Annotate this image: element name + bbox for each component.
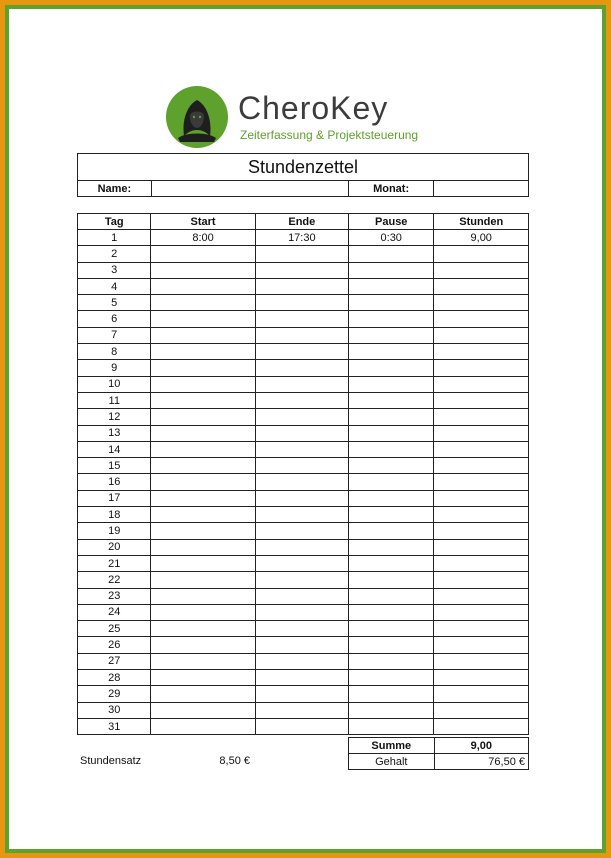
native-portrait-icon <box>166 86 228 148</box>
cell-ende[interactable] <box>255 246 348 262</box>
cell-stunden[interactable] <box>434 572 529 588</box>
cell-stunden[interactable] <box>434 392 529 408</box>
cell-tag: 9 <box>78 360 151 376</box>
cell-tag: 6 <box>78 311 151 327</box>
cell-tag: 3 <box>78 262 151 278</box>
cell-tag: 24 <box>78 604 151 620</box>
cell-stunden[interactable] <box>434 670 529 686</box>
cell-start[interactable] <box>151 327 255 343</box>
cell-stunden[interactable] <box>434 621 529 637</box>
cell-stunden[interactable] <box>434 702 529 718</box>
cell-tag: 12 <box>78 409 151 425</box>
cell-pause[interactable] <box>349 278 434 294</box>
table-row <box>78 441 529 457</box>
cell-start[interactable] <box>151 392 255 408</box>
cell-stunden[interactable] <box>434 344 529 360</box>
cell-start[interactable] <box>151 572 255 588</box>
cell-tag: 16 <box>78 474 151 490</box>
cell-ende[interactable] <box>255 344 348 360</box>
cell-pause[interactable] <box>349 653 434 669</box>
cell-tag: 5 <box>78 295 151 311</box>
cell-tag: 4 <box>78 278 151 294</box>
cell-stunden[interactable] <box>434 555 529 571</box>
table-row <box>78 490 529 506</box>
cell-ende[interactable] <box>255 572 348 588</box>
cell-start[interactable] <box>151 523 255 539</box>
table-row <box>78 507 529 523</box>
cell-pause[interactable] <box>349 572 434 588</box>
cell-pause[interactable] <box>349 637 434 653</box>
cell-start[interactable] <box>151 295 255 311</box>
cell-stunden[interactable] <box>434 409 529 425</box>
cell-tag: 10 <box>78 376 151 392</box>
brand-name: CheroKey <box>238 90 389 126</box>
cell-pause[interactable] <box>349 425 434 441</box>
cell-tag: 22 <box>78 572 151 588</box>
cell-pause[interactable] <box>349 262 434 278</box>
cell-pause[interactable] <box>349 702 434 718</box>
cell-tag: 31 <box>78 718 151 734</box>
cell-start[interactable] <box>151 621 255 637</box>
cell-tag: 18 <box>78 507 151 523</box>
cell-ende[interactable] <box>255 409 348 425</box>
cell-tag: 8 <box>78 344 151 360</box>
cell-ende[interactable] <box>255 718 348 734</box>
cell-start[interactable] <box>151 311 255 327</box>
cell-pause[interactable] <box>349 344 434 360</box>
cell-start[interactable] <box>151 262 255 278</box>
table-row <box>78 230 529 246</box>
cell-pause[interactable] <box>349 441 434 457</box>
cell-tag: 19 <box>78 523 151 539</box>
cell-stunden[interactable] <box>434 588 529 604</box>
cell-pause[interactable] <box>349 588 434 604</box>
cell-pause[interactable] <box>349 621 434 637</box>
cell-ende[interactable] <box>255 458 348 474</box>
cell-stunden[interactable] <box>434 653 529 669</box>
cell-ende[interactable] <box>255 555 348 571</box>
cell-tag: 26 <box>78 637 151 653</box>
cell-ende[interactable] <box>255 474 348 490</box>
cell-ende[interactable] <box>255 621 348 637</box>
table-row <box>78 425 529 441</box>
cell-pause[interactable] <box>349 539 434 555</box>
cell-ende[interactable] <box>255 262 348 278</box>
cell-tag: 30 <box>78 702 151 718</box>
cell-stunden[interactable] <box>434 686 529 702</box>
cell-tag: 29 <box>78 686 151 702</box>
cell-tag: 23 <box>78 588 151 604</box>
cell-pause[interactable] <box>349 295 434 311</box>
cell-stunden[interactable] <box>434 539 529 555</box>
cell-tag: 11 <box>78 392 151 408</box>
cell-stunden[interactable] <box>434 327 529 343</box>
cell-stunden[interactable] <box>434 718 529 734</box>
cell-stunden[interactable] <box>434 490 529 506</box>
table-row <box>78 474 529 490</box>
cell-start[interactable] <box>151 604 255 620</box>
table-row <box>78 344 529 360</box>
cell-stunden[interactable] <box>434 295 529 311</box>
cell-tag: 2 <box>78 246 151 262</box>
cell-pause[interactable] <box>349 474 434 490</box>
cell-ende[interactable] <box>255 360 348 376</box>
page-title: Stundenzettel <box>78 154 529 181</box>
table-row <box>78 653 529 669</box>
table-row <box>78 262 529 278</box>
cell-stunden[interactable]: 9,00 <box>434 230 529 246</box>
cell-ende[interactable] <box>255 686 348 702</box>
cell-stunden[interactable] <box>434 458 529 474</box>
cell-start[interactable] <box>151 376 255 392</box>
table-row <box>78 278 529 294</box>
cell-start[interactable]: 8:00 <box>151 230 255 246</box>
brand-tagline: Zeiterfassung & Projektsteuerung <box>240 128 419 142</box>
cell-ende[interactable] <box>255 441 348 457</box>
hours-table-header <box>78 214 529 230</box>
name-field[interactable] <box>151 181 348 197</box>
cell-ende[interactable] <box>255 702 348 718</box>
cell-ende[interactable] <box>255 523 348 539</box>
cell-ende[interactable] <box>255 588 348 604</box>
cell-pause[interactable] <box>349 718 434 734</box>
cell-start[interactable] <box>151 441 255 457</box>
cell-start[interactable] <box>151 555 255 571</box>
table-row <box>78 327 529 343</box>
cell-start[interactable] <box>151 490 255 506</box>
header-stunden: Stunden <box>434 214 529 230</box>
cell-start[interactable] <box>151 246 255 262</box>
cell-pause[interactable] <box>349 670 434 686</box>
cell-stunden[interactable] <box>434 425 529 441</box>
month-field[interactable] <box>434 181 529 197</box>
cell-pause[interactable] <box>349 555 434 571</box>
cell-ende[interactable] <box>255 425 348 441</box>
cell-tag: 20 <box>78 539 151 555</box>
table-row <box>78 295 529 311</box>
cell-pause[interactable] <box>349 327 434 343</box>
cell-tag: 21 <box>78 555 151 571</box>
cell-stunden[interactable] <box>434 507 529 523</box>
cell-stunden[interactable] <box>434 376 529 392</box>
sum-label: Summe <box>349 738 435 754</box>
cell-start[interactable] <box>151 425 255 441</box>
table-row <box>78 458 529 474</box>
brand-logo <box>166 86 436 148</box>
cell-stunden[interactable] <box>434 246 529 262</box>
cell-ende[interactable] <box>255 295 348 311</box>
cell-ende[interactable] <box>255 490 348 506</box>
cell-ende[interactable] <box>255 311 348 327</box>
cell-tag: 27 <box>78 653 151 669</box>
table-row <box>78 637 529 653</box>
cell-pause[interactable] <box>349 376 434 392</box>
cell-start[interactable] <box>151 458 255 474</box>
salary-value: 76,50 € <box>434 754 528 770</box>
cell-start[interactable] <box>151 507 255 523</box>
table-row <box>78 670 529 686</box>
sum-value: 9,00 <box>434 738 528 754</box>
table-row <box>78 539 529 555</box>
cell-ende[interactable] <box>255 539 348 555</box>
cell-tag: 15 <box>78 458 151 474</box>
cell-tag: 25 <box>78 621 151 637</box>
cell-pause[interactable]: 0:30 <box>349 230 434 246</box>
table-row <box>78 604 529 620</box>
cell-start[interactable] <box>151 360 255 376</box>
cell-stunden[interactable] <box>434 311 529 327</box>
cell-stunden[interactable] <box>434 360 529 376</box>
name-label: Name: <box>78 181 152 197</box>
cell-start[interactable] <box>151 653 255 669</box>
cell-stunden[interactable] <box>434 474 529 490</box>
cell-tag: 14 <box>78 441 151 457</box>
cell-start[interactable] <box>151 670 255 686</box>
cell-pause[interactable] <box>349 409 434 425</box>
cell-pause[interactable] <box>349 490 434 506</box>
cell-ende[interactable] <box>255 376 348 392</box>
table-row <box>78 246 529 262</box>
table-row <box>78 572 529 588</box>
month-label: Monat: <box>348 181 434 197</box>
cell-pause[interactable] <box>349 360 434 376</box>
table-row <box>78 702 529 718</box>
cell-ende[interactable] <box>255 507 348 523</box>
cell-pause[interactable] <box>349 604 434 620</box>
cell-start[interactable] <box>151 718 255 734</box>
cell-tag: 28 <box>78 670 151 686</box>
cell-pause[interactable] <box>349 458 434 474</box>
header-pause: Pause <box>349 214 434 230</box>
cell-ende[interactable] <box>255 327 348 343</box>
cell-ende[interactable] <box>255 604 348 620</box>
table-row <box>78 718 529 734</box>
table-row <box>78 311 529 327</box>
cell-start[interactable] <box>151 588 255 604</box>
cell-ende[interactable] <box>255 653 348 669</box>
cell-stunden[interactable] <box>434 523 529 539</box>
cell-stunden[interactable] <box>434 637 529 653</box>
cell-ende[interactable] <box>255 278 348 294</box>
table-row <box>78 555 529 571</box>
header-ende: Ende <box>255 214 348 230</box>
cell-stunden[interactable] <box>434 262 529 278</box>
cell-start[interactable] <box>151 344 255 360</box>
table-row <box>78 686 529 702</box>
header-tag: Tag <box>78 214 151 230</box>
cell-pause[interactable] <box>349 392 434 408</box>
cell-tag: 1 <box>78 230 151 246</box>
salary-label: Gehalt <box>349 754 435 770</box>
table-row <box>78 376 529 392</box>
header-start: Start <box>151 214 255 230</box>
cell-tag: 13 <box>78 425 151 441</box>
cell-start[interactable] <box>151 686 255 702</box>
cell-ende[interactable] <box>255 637 348 653</box>
cell-stunden[interactable] <box>434 278 529 294</box>
cell-stunden[interactable] <box>434 604 529 620</box>
cell-tag: 7 <box>78 327 151 343</box>
cell-ende[interactable]: 17:30 <box>255 230 348 246</box>
rate-label: Stundensatz <box>80 755 142 767</box>
cell-pause[interactable] <box>349 507 434 523</box>
cell-pause[interactable] <box>349 311 434 327</box>
table-row <box>78 621 529 637</box>
cell-start[interactable] <box>151 278 255 294</box>
cell-ende[interactable] <box>255 670 348 686</box>
table-row <box>78 523 529 539</box>
cell-tag: 17 <box>78 490 151 506</box>
table-row <box>78 392 529 408</box>
cell-start[interactable] <box>151 409 255 425</box>
table-row <box>78 360 529 376</box>
cell-ende[interactable] <box>255 392 348 408</box>
sheet-header-table <box>77 153 529 197</box>
cell-pause[interactable] <box>349 246 434 262</box>
cell-start[interactable] <box>151 539 255 555</box>
cell-pause[interactable] <box>349 523 434 539</box>
summary-table <box>348 737 529 770</box>
table-row <box>78 588 529 604</box>
cell-start[interactable] <box>151 702 255 718</box>
cell-stunden[interactable] <box>434 441 529 457</box>
rate-value: 8,50 € <box>219 755 250 767</box>
cell-start[interactable] <box>151 637 255 653</box>
table-row <box>78 409 529 425</box>
hours-table <box>77 213 529 735</box>
cell-start[interactable] <box>151 474 255 490</box>
cell-pause[interactable] <box>349 686 434 702</box>
